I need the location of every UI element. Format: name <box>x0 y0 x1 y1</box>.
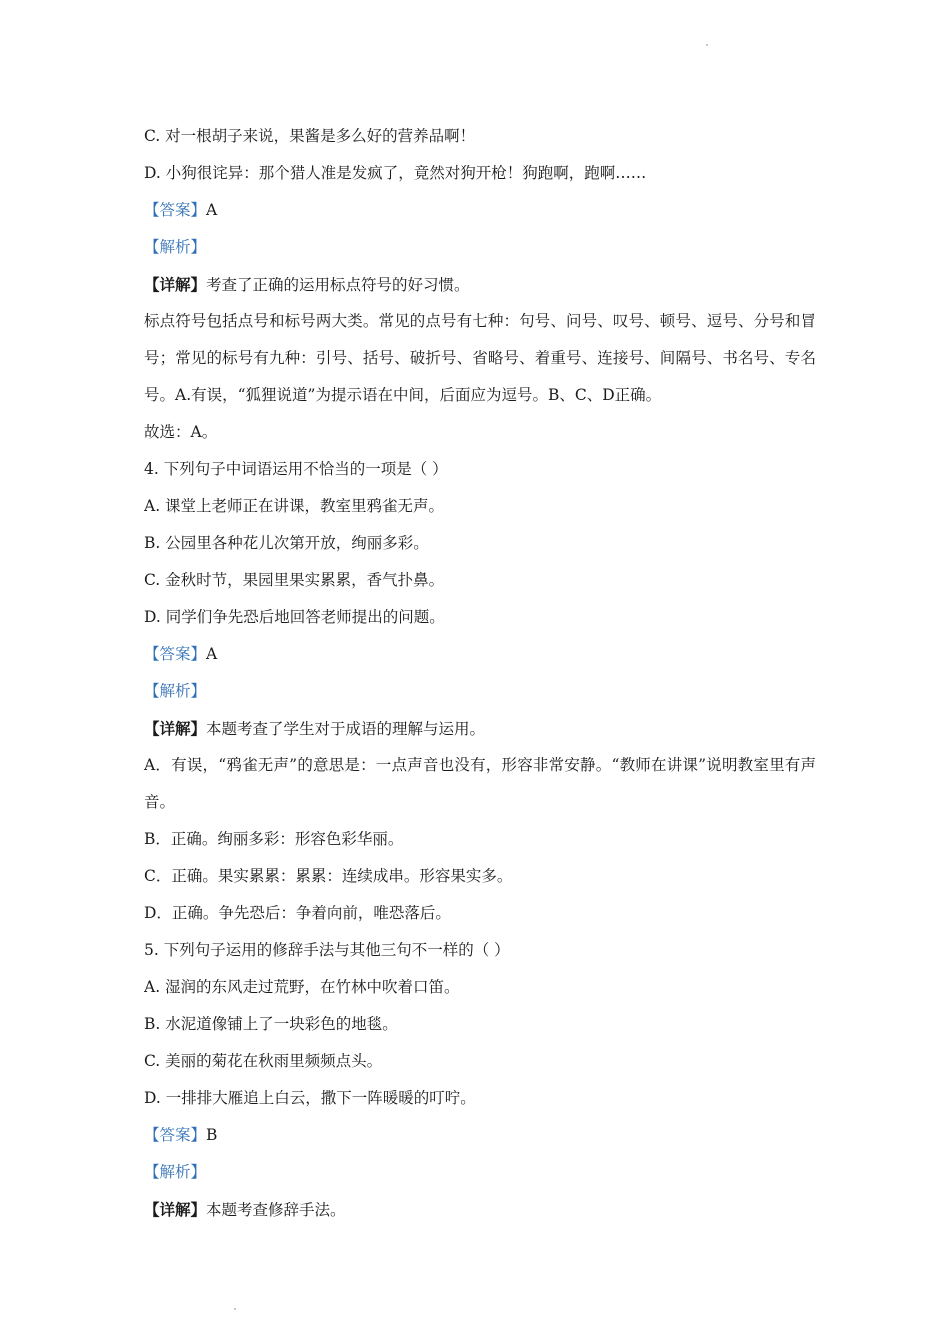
answer-value: A <box>206 201 218 219</box>
question-4-option-a: A. 课堂上老师正在讲课，教室里鸦雀无声。 <box>144 497 445 515</box>
answer-line-3 <box>144 1117 816 1154</box>
explanation-b: B．正确。绚丽多彩：形容色彩华丽。 <box>144 830 404 848</box>
option-d-line: D. 小狗很诧异：那个猎人准是发疯了，竟然对狗开枪！狗跑啊，跑啊…… <box>144 164 647 182</box>
detail-text: 考查了正确的运用标点符号的好习惯。 <box>206 276 470 294</box>
question-4-option-c: C. 金秋时节，果园里果实累累，香气扑鼻。 <box>144 571 445 589</box>
answer-tag: 【答案】 <box>144 201 207 219</box>
question-4-option-b: B. 公园里各种花儿次第开放，绚丽多彩。 <box>144 534 429 552</box>
answer-value: A <box>206 645 218 663</box>
option-c-line: C. 对一根胡子来说，果酱是多么好的营养品啊！ <box>144 127 476 145</box>
detail-line-1 <box>144 266 816 303</box>
answer-line-1 <box>144 192 816 229</box>
detail-text: 本题考查修辞手法。 <box>206 1201 346 1219</box>
explanation-paragraph-2: A．有误，“鸦雀无声”的意思是：一点声音也没有，形容非常安静。“教师在讲课”说明教室里有声音。 <box>144 756 816 811</box>
answer-tag: 【答案】 <box>144 1126 207 1144</box>
analysis-tag: 【解析】 <box>144 1163 207 1181</box>
analysis-line-2 <box>144 673 816 710</box>
analysis-line-3 <box>144 1154 816 1191</box>
analysis-tag: 【解析】 <box>144 238 207 256</box>
detail-text: 本题考查了学生对于成语的理解与运用。 <box>206 720 486 738</box>
analysis-line-1 <box>144 229 816 266</box>
detail-line-2 <box>144 710 816 747</box>
question-5-option-c: C. 美丽的菊花在秋雨里频频点头。 <box>144 1052 383 1070</box>
choose-line: 故选：A。 <box>144 423 218 441</box>
explanation-paragraph-1: 标点符号包括点号和标号两大类。常见的点号有七种：句号、问号、叹号、顿号、逗号、分号和冒号；常见的标号有九种：引号、括号、破折号、省略号、着重号、连接号、间隔号、书名号、专名号。A.有误，“狐狸说道”为提示语在中间，后面应为逗号。B、C、D正确。 <box>144 312 816 404</box>
question-5: 5. 下列句子运用的修辞手法与其他三句不一样的（ ） <box>144 941 510 959</box>
answer-value: B <box>206 1126 218 1144</box>
detail-tag: 【详解】 <box>144 719 207 738</box>
detail-tag: 【详解】 <box>144 275 207 294</box>
scan-dot-bottom <box>234 1308 236 1310</box>
analysis-tag: 【解析】 <box>144 682 207 700</box>
question-4-option-d: D. 同学们争先恐后地回答老师提出的问题。 <box>144 608 445 626</box>
explanation-d: D．正确。争先恐后：争着向前，唯恐落后。 <box>144 904 451 922</box>
question-5-option-b: B. 水泥道像铺上了一块彩色的地毯。 <box>144 1015 398 1033</box>
question-4: 4. 下列句子中词语运用不恰当的一项是（ ） <box>144 460 448 478</box>
detail-line-3 <box>144 1191 816 1228</box>
scan-dot-top <box>706 44 708 46</box>
document-body <box>144 118 816 1228</box>
question-5-option-d: D. 一排排大雁追上白云，撒下一阵暖暖的叮咛。 <box>144 1089 476 1107</box>
question-5-option-a: A. 湿润的东风走过荒野，在竹林中吹着口笛。 <box>144 978 460 996</box>
explanation-c: C．正确。果实累累：累累：连续成串。形容果实多。 <box>144 867 513 885</box>
detail-tag: 【详解】 <box>144 1200 207 1219</box>
answer-tag: 【答案】 <box>144 645 207 663</box>
answer-line-2 <box>144 636 816 673</box>
